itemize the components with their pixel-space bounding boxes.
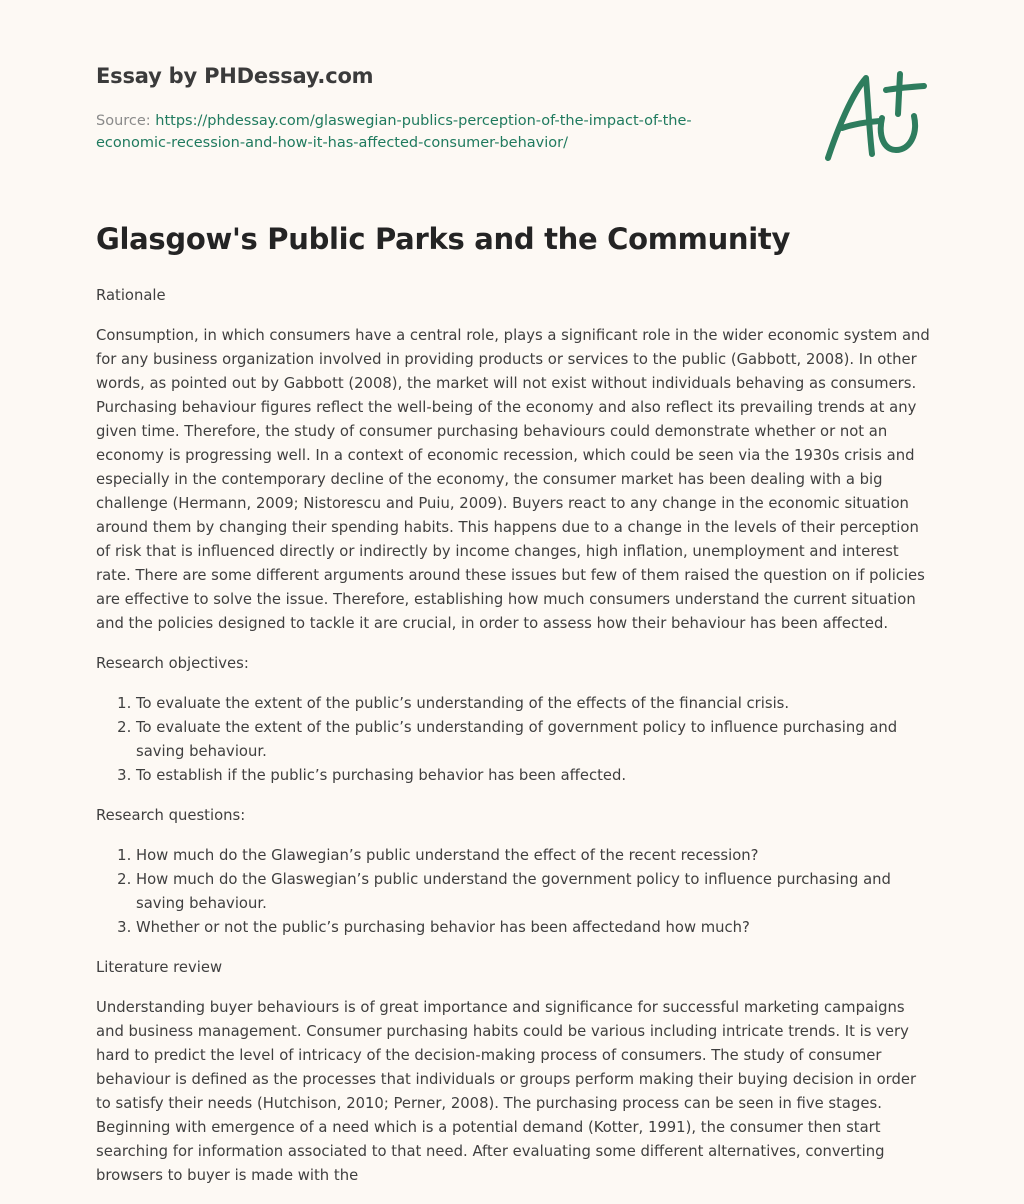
source-label: Source: [96, 113, 151, 129]
list-item: 3. To establish if the public’s purchasing behavior has been affected. [136, 764, 932, 788]
list-item: 1. How much do the Glawegian’s public understand the effect of the recent recession? [136, 844, 932, 868]
page-header [96, 0, 932, 215]
document-page [96, 0, 932, 1184]
essay-content [96, 284, 932, 1204]
literature-paragraph: Understanding buyer behaviours is of great importance and significance for successful marketing campaigns and business management. Consumer purchasing habits could be various including intricate trends. It is very hard to predict the level of intricacy of the decision-making process of consumers. The study of consumer behaviour is defined as the processes that individuals or groups perform making their buying decision in order to satisfy their needs (Hutchison, 2010; Perner, 2008). The purchasing process can be seen in five stages. Beginning with emergence of a need which is a potential demand (Kotter, 1991), the consumer then start searching for information associated to that need. After evaluating some different alternatives, converting browsers to buyer is made with the [96, 999, 917, 1184]
rationale-paragraph: Consumption, in which consumers have a central role, plays a significant role in the wider economic system and for any business organization involved in providing products or services to the public (Gabbott, 2008). In other words, as pointed out by Gabbott (2008), the market will not exist without individuals behaving as consumers. Purchasing behaviour figures reflect the well-being of the economy and also reflect its prevailing trends at any given time. Therefore, the study of consumer purchasing behaviours could demonstrate whether or not an economy is progressing well. In a context of economic recession, which could be seen via the 1930s crisis and especially in the contemporary decline of the economy, the consumer market has been dealing with a big challenge (Hermann, 2009; Nistorescu and Puiu, 2009). Buyers react to any change in the economic situation around them by changing their spending habits. This happens due to a change in the levels of their perception of risk that is influenced directly or indirectly by income changes, high inflation, unemployment and interest rate. There are some different arguments around these issues but few of them raised the question on if policies are effective to solve the issue. Therefore, establishing how much consumers understand the current situation and the policies designed to tackle it are crucial, in order to assess how their behaviour has been affected. [96, 327, 930, 632]
objectives-list [96, 692, 932, 788]
questions-list [96, 844, 932, 940]
source-link-line-2: economic-recession-and-how-it-has-affected-consumer-behavior/ [96, 135, 568, 151]
rationale-heading: Rationale [96, 287, 166, 304]
list-item: 2. To evaluate the extent of the public’s understanding of government policy to influence purchasing and saving behaviour. [136, 716, 932, 764]
source-line [96, 110, 736, 154]
source-link-line-1: https://phdessay.com/glaswegian-publics-perception-of-the-impact-of-the- [155, 113, 692, 129]
objectives-heading: Research objectives: [96, 655, 249, 672]
list-item: 2. How much do the Glaswegian’s public understand the government policy to influence purchasing and saving behaviour. [136, 868, 932, 916]
questions-heading: Research questions: [96, 807, 246, 824]
list-item: 1. To evaluate the extent of the public’s understanding of the effects of the financial crisis. [136, 692, 932, 716]
literature-heading: Literature review [96, 959, 223, 976]
list-item: 3. Whether or not the public’s purchasing behavior has been affectedand how much? [136, 916, 932, 940]
page-title: Glasgow's Public Parks and the Community [96, 222, 791, 256]
a-plus-logo-icon [820, 66, 932, 166]
source-link[interactable] [96, 113, 692, 151]
site-brand: Essay by PHDessay.com [96, 64, 374, 88]
